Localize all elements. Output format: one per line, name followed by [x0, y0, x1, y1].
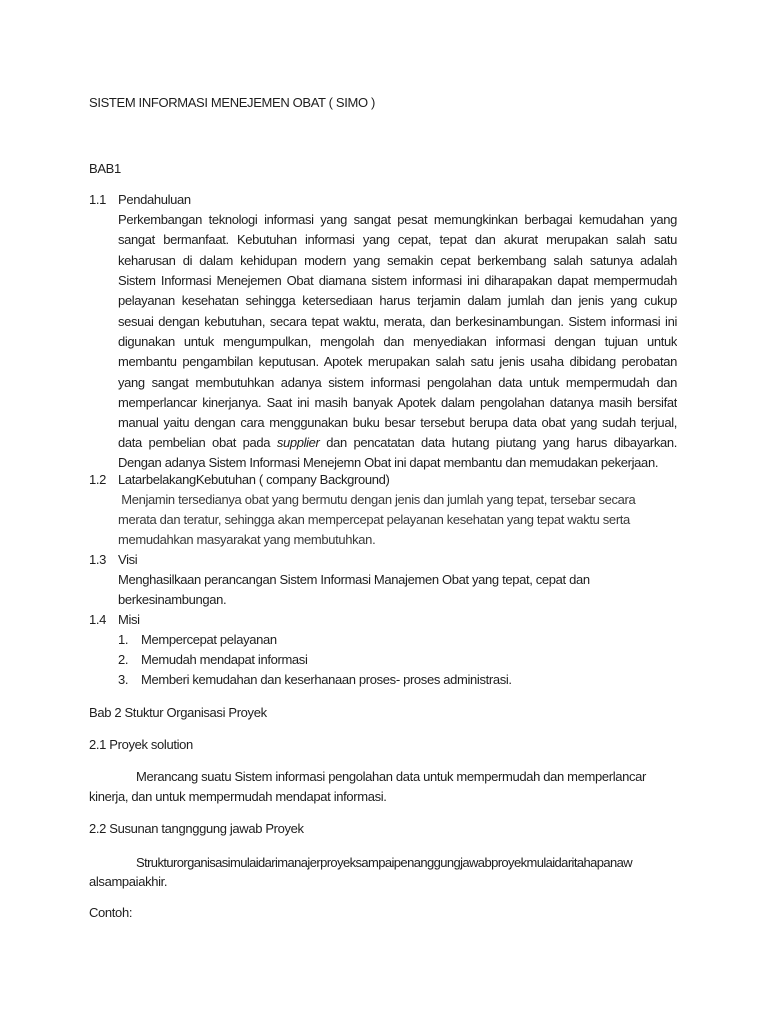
chapter-heading: BAB1	[89, 161, 121, 176]
section-heading: Visi	[118, 552, 138, 567]
section-number: 1.1	[89, 192, 107, 207]
paragraph-line: sangat bermanfaat. Kebutuhan informasi yang cepat, tepat dan akurat merupakan salah satu	[118, 232, 677, 247]
section-number: 1.3	[89, 552, 107, 567]
paragraph-line: Sistem Informasi Menejemen Obat diamana sistem informasi ini diharapakan dapat mempermudah	[118, 273, 677, 288]
document-title: SISTEM INFORMASI MENEJEMEN OBAT ( SIMO )	[89, 95, 375, 110]
paragraph-line: membantu pengambilan keputusan. Apotek merupakan salah satu jenis usaha dibidang perobatan	[118, 354, 677, 369]
italic-term: supplier	[276, 435, 320, 450]
list-item-number: 3.	[118, 672, 129, 687]
paragraph-line: yang sangat membutuhkan adanya sistem informasi pengolahan data untuk mempermudah dan	[118, 375, 677, 390]
text-run: dan pencatatan data hutang piutang yang harus dibayarkan.	[326, 435, 677, 450]
paragraph-line: digunakan untuk mengumpulkan, mengolah dan menyediakan informasi dengan tujuan untuk	[118, 334, 677, 349]
paragraph-line: Menghasilkaan perancangan Sistem Informasi Manajemen Obat yang tepat, cepat dan	[118, 572, 590, 587]
paragraph-line: berkesinambungan.	[118, 592, 227, 607]
paragraph-line	[118, 435, 677, 451]
section-number: 1.4	[89, 612, 107, 627]
paragraph-line: memudahkan masyarakat yang membutuhkan.	[118, 532, 376, 547]
paragraph-line: kinerja, dan untuk mempermudah mendapat informasi.	[89, 789, 387, 804]
text-run: data pembelian obat pada	[118, 435, 271, 450]
paragraph-line: Dengan adanya Sistem Informasi Menejemn Obat ini dapat membantu dan memudakan pekerjaan.	[118, 455, 659, 470]
list-item: Mempercepat pelayanan	[141, 632, 277, 647]
paragraph-line: sesuai dengan kebutuhan, secara tepat waktu, merata, dan berkesinambungan. Sistem informasi ini	[118, 314, 677, 329]
paragraph-line: pelayanan kesehatan sehingga ketersediaan harus terjamin dalam jumlah dan jenis yang cukup	[118, 293, 677, 308]
section-heading: Misi	[118, 612, 140, 627]
section-heading: 2.2 Susunan tangnggung jawab Proyek	[89, 821, 304, 836]
section-heading: LatarbelakangKebutuhan ( company Background)	[118, 472, 390, 487]
paragraph-line: Strukturorganisasimulaidarimanajerproyeksampaipenanggungjawabproyekmulaidaritahapanaw	[136, 855, 633, 870]
list-item-number: 2.	[118, 652, 129, 667]
paragraph-line: alsampaiakhir.	[89, 874, 168, 889]
chapter-heading: Bab 2 Stuktur Organisasi Proyek	[89, 705, 267, 720]
example-label: Contoh:	[89, 905, 133, 920]
section-heading: 2.1 Proyek solution	[89, 737, 193, 752]
list-item-number: 1.	[118, 632, 129, 647]
paragraph-line: memperlancar kinerjanya. Saat ini masih banyak Apotek dalam pengolahan datanya masih bersifat	[118, 395, 677, 410]
paragraph-line: merata dan teratur, sehingga akan mempercepat pelayanan kesehatan yang tepat waktu serta	[118, 512, 630, 527]
paragraph-line: Perkembangan teknologi informasi yang sangat pesat memungkinkan berbagai kemudahan yang	[118, 212, 677, 227]
paragraph-line: Menjamin tersedianya obat yang bermutu dengan jenis dan jumlah yang tepat, tersebar secara	[118, 492, 636, 507]
paragraph-line: manual yaitu dengan cara menggunakan buku besar tersebut berupa data obat yang sudah terjual,	[118, 415, 677, 430]
list-item: Memberi kemudahan dan keserhanaan proses- proses administrasi.	[141, 672, 512, 687]
paragraph-line: keharusan di dalam kehidupan modern yang semakin cepat berkembang salah satunya adalah	[118, 253, 677, 268]
list-item: Memudah mendapat informasi	[141, 652, 308, 667]
section-number: 1.2	[89, 472, 107, 487]
section-heading: Pendahuluan	[118, 192, 191, 207]
paragraph-line: Merancang suatu Sistem informasi pengolahan data untuk mempermudah dan memperlancar	[136, 769, 647, 784]
